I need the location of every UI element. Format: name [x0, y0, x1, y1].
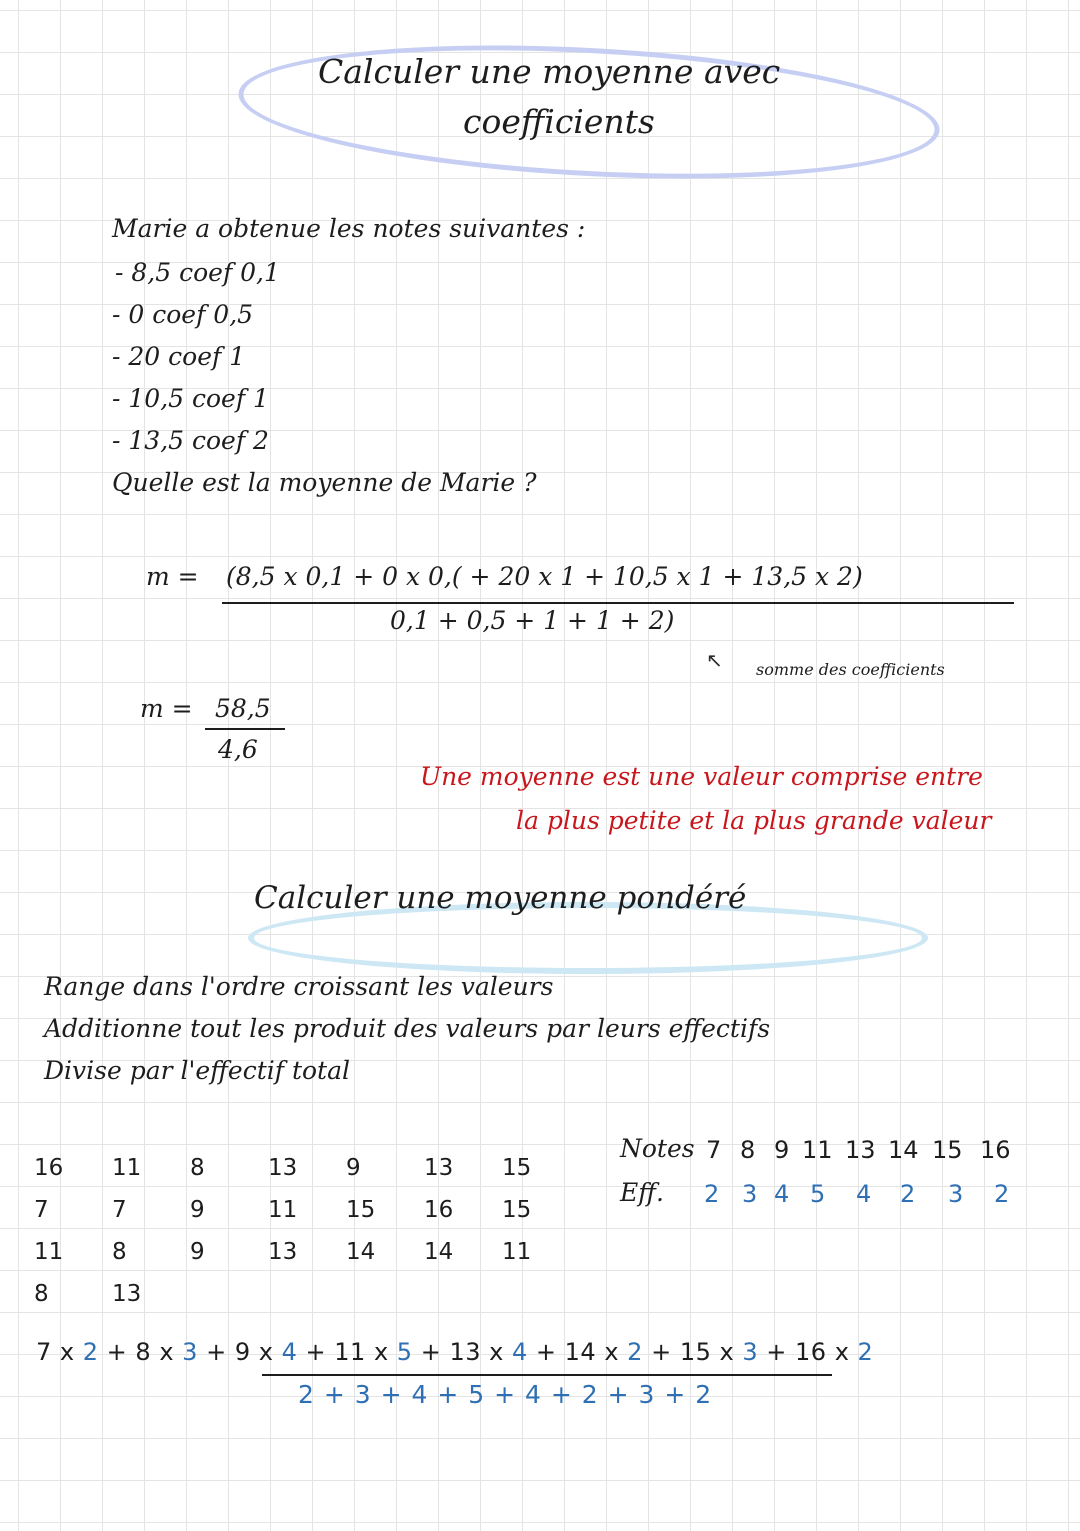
arrow-icon: ↖: [706, 648, 723, 672]
grade-cell: 9: [346, 1155, 361, 1181]
term-value: 11: [334, 1338, 366, 1366]
rule-line-1: Une moyenne est une valeur comprise entre: [420, 762, 983, 791]
grade-cell: 15: [502, 1197, 532, 1223]
eff-value: 3: [742, 1180, 758, 1208]
eff-value: 4: [774, 1180, 790, 1208]
final-numerator: 7 x 2 + 8 x 3 + 9 x 4 + 11 x 5 + 13 x 4 + 14 x 2 + 15 x 3 + 16 x 2: [36, 1338, 874, 1366]
eff-value: 4: [856, 1180, 872, 1208]
grade-cell: 16: [34, 1155, 64, 1181]
term-eff: 3: [742, 1338, 759, 1366]
grade-cell: 11: [268, 1197, 298, 1223]
eff-value: 3: [948, 1180, 964, 1208]
term-eff: 2: [82, 1338, 99, 1366]
grade-cell: 15: [502, 1155, 532, 1181]
term-value: 13: [449, 1338, 481, 1366]
note-value: 15: [932, 1136, 963, 1164]
formula1-numerator: (8,5 x 0,1 + 0 x 0,( + 20 x 1 + 10,5 x 1 + 13,5 x 2): [226, 562, 863, 591]
grade-cell: 15: [346, 1197, 376, 1223]
formula2-lhs: m =: [140, 694, 193, 723]
formula2-numerator: 58,5: [215, 694, 271, 723]
section-title: Calculer une moyenne pondéré: [254, 880, 747, 916]
fraction-bar: [262, 1374, 832, 1376]
grade-cell: 14: [346, 1239, 376, 1265]
step-1: Range dans l'ordre croissant les valeurs: [44, 972, 554, 1001]
grade-cell: 13: [424, 1155, 454, 1181]
fraction-bar: [205, 728, 285, 730]
term-value: 15: [679, 1338, 712, 1366]
note-value: 9: [774, 1136, 790, 1164]
note-value: 11: [802, 1136, 833, 1164]
formula1-denominator: 0,1 + 0,5 + 1 + 1 + 2): [390, 606, 675, 635]
term-value: 14: [564, 1338, 597, 1366]
notes-label: Notes: [620, 1134, 695, 1163]
grade-cell: 8: [34, 1281, 49, 1307]
eff-value: 2: [900, 1180, 916, 1208]
note-value: 16: [980, 1136, 1011, 1164]
note-value: 14: [888, 1136, 919, 1164]
grade-cell: 11: [34, 1239, 64, 1265]
title-line-2: coefficients: [463, 102, 655, 141]
title-line-1: Calculer une moyenne avec: [318, 52, 781, 91]
grade-cell: 7: [34, 1197, 49, 1223]
grade-cell: 13: [112, 1281, 142, 1307]
rule-line-2: la plus petite et la plus grande valeur: [516, 806, 992, 835]
eff-value: 5: [810, 1180, 826, 1208]
list-item: - 8,5 coef 0,1: [115, 258, 280, 287]
problem-intro: Marie a obtenue les notes suivantes :: [112, 214, 586, 243]
grade-cell: 13: [268, 1155, 298, 1181]
grade-cell: 11: [502, 1239, 532, 1265]
grade-cell: 8: [112, 1239, 127, 1265]
grade-cell: 8: [190, 1155, 205, 1181]
formula1-lhs: m =: [146, 562, 199, 591]
list-item: - 0 coef 0,5: [112, 300, 254, 329]
term-eff: 4: [511, 1338, 528, 1366]
term-value: 9: [234, 1338, 251, 1366]
grade-cell: 11: [112, 1155, 142, 1181]
term-eff: 5: [396, 1338, 413, 1366]
term-value: 8: [135, 1338, 152, 1366]
term-eff: 3: [182, 1338, 198, 1366]
eff-value: 2: [994, 1180, 1010, 1208]
list-item: - 20 coef 1: [112, 342, 246, 371]
problem-question: Quelle est la moyenne de Marie ?: [112, 468, 537, 497]
step-3: Divise par l'effectif total: [44, 1056, 350, 1085]
step-2: Additionne tout les produit des valeurs par leurs effectifs: [44, 1014, 771, 1043]
note-value: 8: [740, 1136, 756, 1164]
grade-cell: 9: [190, 1197, 205, 1223]
fraction-bar: [222, 602, 1014, 604]
list-item: - 10,5 coef 1: [112, 384, 269, 413]
grade-cell: 14: [424, 1239, 454, 1265]
term-eff: 2: [627, 1338, 643, 1366]
note-value: 13: [845, 1136, 876, 1164]
eff-value: 2: [704, 1180, 720, 1208]
note-value: 7: [706, 1136, 722, 1164]
formula1-note: somme des coefficients: [756, 660, 945, 679]
list-item: - 13,5 coef 2: [112, 426, 269, 455]
term-value: 7: [36, 1338, 52, 1366]
term-eff: 4: [281, 1338, 298, 1366]
formula2-denominator: 4,6: [218, 735, 258, 764]
final-denominator: 2 + 3 + 4 + 5 + 4 + 2 + 3 + 2: [298, 1380, 713, 1409]
eff-label: Eff.: [620, 1178, 664, 1207]
term-value: 16: [795, 1338, 827, 1366]
grade-cell: 13: [268, 1239, 298, 1265]
grade-cell: 16: [424, 1197, 454, 1223]
grade-cell: 9: [190, 1239, 205, 1265]
grade-cell: 7: [112, 1197, 127, 1223]
term-eff: 2: [857, 1338, 874, 1366]
